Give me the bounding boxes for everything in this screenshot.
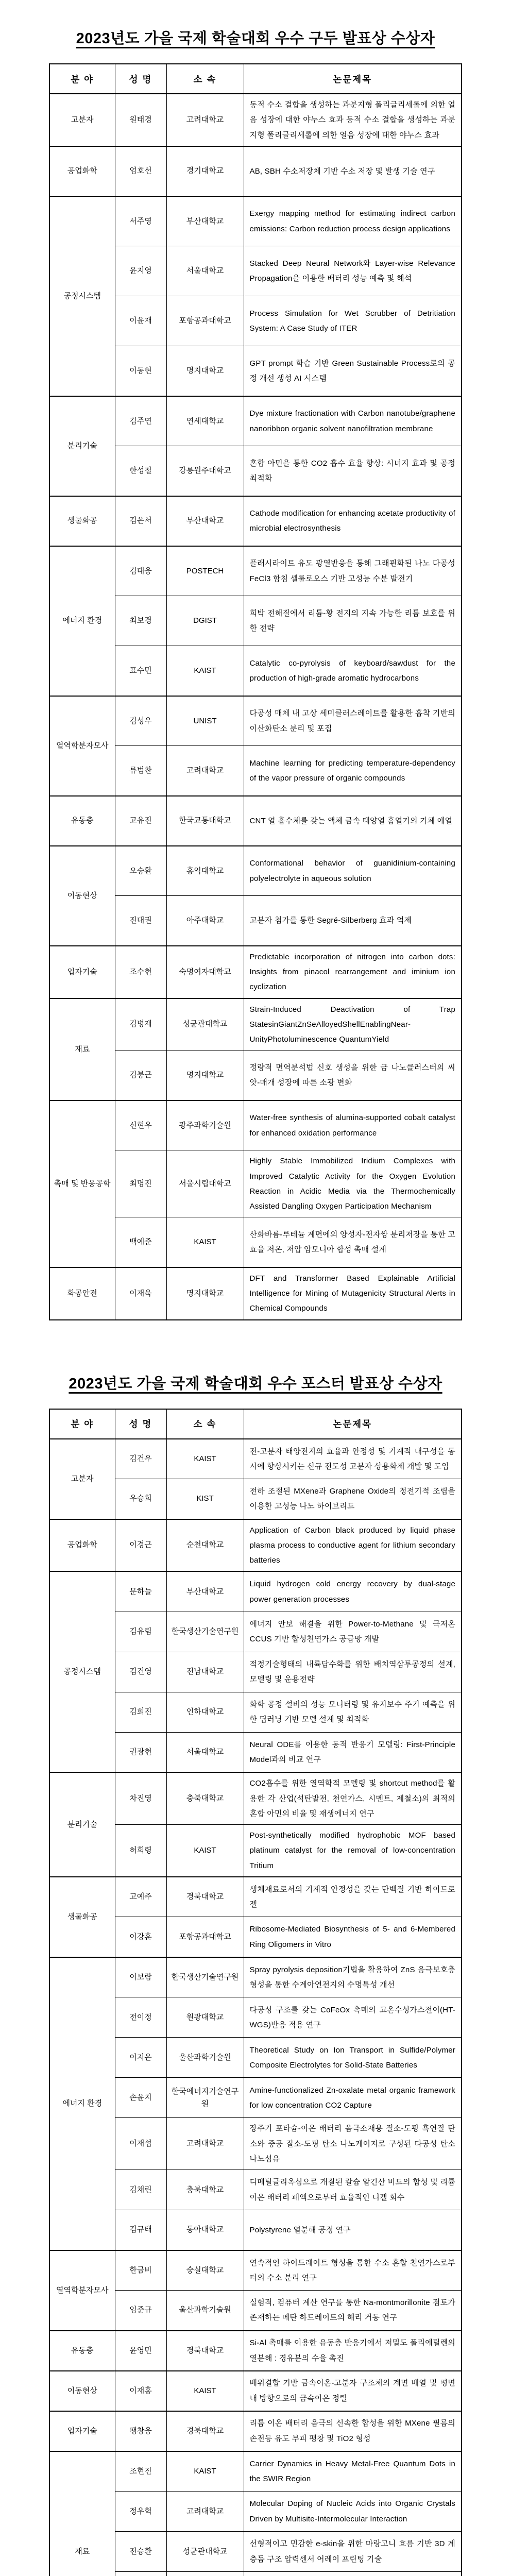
affiliation-cell: DGIST [166,596,244,646]
oral-table-header [49,64,462,94]
affiliation-cell: 연세대학교 [166,396,244,446]
paper-title-cell: Post-synthetically modified hydrophobic MOF based platinum catalyst for the removal of low-concentration Tritium [244,1825,462,1877]
paper-title-cell: 정량적 면역분석법 신호 생성을 위한 금 나노클러스터의 씨앗-매개 성장에 따른 소광 변화 [244,1050,462,1100]
name-cell [115,2572,166,2576]
paper-title-cell: Neural ODE를 이용한 동적 반응기 모델링: First-Principle Model과의 비교 연구 [244,1732,462,1772]
affiliation-cell: 충북대학교 [166,1772,244,1824]
affiliation-cell: 울산과학기술원 [166,2291,244,2331]
paper-title-cell: 동적 수소 결합을 생성하는 과분지형 폴리글리세롤에 의한 얼음 성장에 대한 야누스 효과 동적 수소 결합을 생성하는 과분지형 폴리글리세롤에 의한 얼음 성장에 대한 야누스 효과 [244,94,462,146]
name-cell: 이지은 [115,2038,166,2078]
field-cell: 공정시스템 [49,1571,115,1772]
poster-award-table [49,1409,462,2576]
column-header-0: 분 야 [49,64,115,94]
paper-title-cell: 연속적인 하이드레이트 형성을 통한 수소 혼합 천연가스로부터의 수소 분리 연구 [244,2250,462,2291]
paper-title-cell: 다공성 구조를 갖는 CoFeOx 촉매의 고온수성가스전이(HT-WGS)반응 적용 연구 [244,1997,462,2038]
paper-title-cell: Application of Carbon black produced by liquid phase plasma process to conductive agent for lithium secondary batteries [244,1519,462,1572]
field-cell: 열역학분자모사 [49,2250,115,2331]
affiliation-cell: 한국생산기술연구원 [166,1612,244,1652]
table-row [49,2331,462,2371]
paper-title-cell [244,2572,462,2576]
name-cell: 최명진 [115,1150,166,1217]
affiliation-cell: 한국교통대학교 [166,796,244,846]
affiliation-cell: 고려대학교 [166,746,244,796]
paper-title-cell: Liquid hydrogen cold energy recovery by dual-stage power generation processes [244,1571,462,1612]
name-cell: 손윤지 [115,2078,166,2118]
paper-title-cell: 산화바륨-루테늄 계면에의 양성자-전자쌍 분리저장을 통한 고효율 저온, 저압 암모니아 합성 촉매 설계 [244,1217,462,1267]
paper-title-cell: DFT and Transformer Based Explainable Artificial Intelligence for Mining of Mutagenicity Structural Alerts in Chemical Compounds [244,1267,462,1320]
affiliation-cell: 명지대학교 [166,1050,244,1100]
affiliation-cell [166,2572,244,2576]
name-cell: 최보경 [115,596,166,646]
field-cell: 고분자 [49,94,115,146]
affiliation-cell: 고려대학교 [166,2492,244,2532]
affiliation-cell: 포항공과대학교 [166,1917,244,1957]
paper-title-cell: Dye mixture fractionation with Carbon nanotube/graphene nanoribbon organic solvent nanofiltration membrane [244,396,462,446]
affiliation-cell: 성균관대학교 [166,998,244,1050]
name-cell: 우승희 [115,1479,166,1519]
name-cell: 류범찬 [115,746,166,796]
table-row [49,2411,462,2451]
paper-title-cell: Molecular Doping of Nucleic Acids into Organic Crystals Driven by Multisite-Intermolecular Interaction [244,2492,462,2532]
poster-table-header [49,1409,462,1439]
field-cell: 에너지 환경 [49,1957,115,2250]
affiliation-cell: 광주과학기술원 [166,1100,244,1150]
name-cell: 김건영 [115,1652,166,1692]
table-row [49,846,462,896]
name-cell: 이재욱 [115,1267,166,1320]
field-cell: 이동현상 [49,846,115,946]
name-cell: 이재섭 [115,2118,166,2170]
name-cell: 김규태 [115,2210,166,2250]
field-cell: 유동층 [49,796,115,846]
table-row [49,1957,462,1997]
field-cell: 분리기술 [49,396,115,496]
table-row [49,396,462,446]
name-cell: 오승환 [115,846,166,896]
name-cell: 이강훈 [115,1917,166,1957]
paper-title-cell: CNT 열 흡수체를 갖는 액체 금속 태양열 흡열기의 기체 예열 [244,796,462,846]
paper-title-cell: 적정기술형태의 내륙담수화를 위한 배치역삼투공정의 설계, 모델링 및 운용전략 [244,1652,462,1692]
name-cell: 팽창웅 [115,2411,166,2451]
name-cell: 고유진 [115,796,166,846]
name-cell: 이재홍 [115,2371,166,2411]
affiliation-cell: 경북대학교 [166,2331,244,2371]
affiliation-cell: 충북대학교 [166,2170,244,2210]
header-row [49,64,462,94]
name-cell: 김붕근 [115,1050,166,1100]
name-cell: 임준규 [115,2291,166,2331]
table-row [49,2250,462,2291]
field-cell: 재료 [49,998,115,1100]
name-cell: 신현우 [115,1100,166,1150]
affiliation-cell: KAIST [166,1825,244,1877]
name-cell: 전승환 [115,2532,166,2572]
header-row [49,1409,462,1439]
paper-title-cell: 실험적, 컴퓨터 계산 연구를 통한 Na-montmorillonite 점토가 존재하는 메탄 하드레이트의 해리 거동 연구 [244,2291,462,2331]
field-cell: 이동현상 [49,2371,115,2411]
paper-title-cell: 배위결합 기반 금속이온-고분자 구조체의 계면 배열 및 평면 내 방향으로의 금속이온 정렬 [244,2371,462,2411]
affiliation-cell: 순천대학교 [166,1519,244,1572]
name-cell: 정우혁 [115,2492,166,2532]
field-cell: 입자기술 [49,2411,115,2451]
table-row [49,1519,462,1572]
field-cell: 유동층 [49,2331,115,2371]
table-row [49,496,462,546]
affiliation-cell: POSTECH [166,546,244,596]
field-cell: 생물화공 [49,1877,115,1957]
table-row [49,94,462,146]
affiliation-cell: 부산대학교 [166,496,244,546]
affiliation-cell: 서울대학교 [166,1732,244,1772]
affiliation-cell: UNIST [166,696,244,746]
field-cell: 에너지 환경 [49,546,115,696]
name-cell: 이보람 [115,1957,166,1997]
field-cell: 열역학분자모사 [49,696,115,796]
name-cell: 엄호선 [115,146,166,196]
table-row [49,696,462,746]
name-cell: 고예주 [115,1877,166,1917]
paper-title-cell: CO2흡수를 위한 열역학적 모델링 및 shortcut method를 활용한 각 산업(석탄발전, 천연가스, 시멘트, 제철소)의 최적의 혼합 아민의 비율 및 재생에너지 연구 [244,1772,462,1824]
name-cell: 차진영 [115,1772,166,1824]
paper-title-cell: Spray pyrolysis deposition기법을 활용하여 ZnS 음극보호층 형성을 통한 수계아연전지의 수명특성 개선 [244,1957,462,1997]
affiliation-cell: KAIST [166,1217,244,1267]
paper-title-cell: Polystyrene 열분해 공정 연구 [244,2210,462,2250]
affiliation-cell: 인하대학교 [166,1692,244,1732]
affiliation-cell: 경기대학교 [166,146,244,196]
name-cell: 한금비 [115,2250,166,2291]
paper-title-cell: GPT prompt 학습 기반 Green Sustainable Process로의 공정 개선 생성 AI 시스템 [244,346,462,396]
table-row [49,1877,462,1917]
table-row [49,146,462,196]
affiliation-cell: 경북대학교 [166,1877,244,1917]
name-cell: 윤지영 [115,246,166,296]
name-cell: 이윤재 [115,296,166,346]
name-cell: 전이정 [115,1997,166,2038]
affiliation-cell: 부산대학교 [166,196,244,246]
name-cell: 서주영 [115,196,166,246]
paper-title-cell: Amine-functionalized Zn-oxalate metal organic framework for low concentration CO2 Capture [244,2078,462,2118]
name-cell: 조현진 [115,2451,166,2492]
paper-title-cell: Stacked Deep Neural Network와 Layer-wise Relevance Propagation을 이용한 배터리 성능 예측 및 해석 [244,246,462,296]
affiliation-cell: 포항공과대학교 [166,296,244,346]
name-cell: 조수현 [115,946,166,998]
oral-award-section [0,27,511,1320]
paper-title-cell: 혼합 아민을 통한 CO2 흡수 효율 향상: 시너지 효과 및 공정 최적화 [244,446,462,496]
column-header-1: 성 명 [115,64,166,94]
affiliation-cell: 숭실대학교 [166,2250,244,2291]
field-cell: 공업화학 [49,1519,115,1572]
table-row [49,796,462,846]
table-row [49,1439,462,1479]
paper-title-cell: Si-Al 촉매를 이용한 유동층 반응기에서 저밀도 폴리에틸렌의 열분해 : 경유분의 수율 촉진 [244,2331,462,2371]
name-cell: 김주연 [115,396,166,446]
name-cell: 김건우 [115,1439,166,1479]
name-cell: 표수민 [115,646,166,696]
column-header-2: 소 속 [166,1409,244,1439]
paper-title-cell: 화학 공정 설비의 성능 모니터링 및 유지보수 주기 예측을 위한 딥러닝 기반 모델 설계 및 최적화 [244,1692,462,1732]
paper-title-cell: 생체재료로서의 기계적 안정성을 갖는 단백질 기반 하이드로젤 [244,1877,462,1917]
affiliation-cell: KAIST [166,1439,244,1479]
affiliation-cell: KIST [166,1479,244,1519]
table-row [49,1772,462,1824]
name-cell: 윤영민 [115,2331,166,2371]
field-cell: 공정시스템 [49,196,115,396]
name-cell: 이경근 [115,1519,166,1572]
name-cell: 김희진 [115,1692,166,1732]
paper-title-cell: Catalytic co-pyrolysis of keyboard/sawdust for the production of high-grade aromatic hydrocarbons [244,646,462,696]
affiliation-cell: KAIST [166,646,244,696]
paper-title-cell: Ribosome-Mediated Biosynthesis of 5- and 6-Membered Ring Oligomers in Vitro [244,1917,462,1957]
paper-title-cell: Highly Stable Immobilized Iridium Complexes with Improved Catalytic Activity for the Oxygen Evolution Reaction in Acidic Media via the Thermochemically Assisted Dangling Oxygen Participation Mechanism [244,1150,462,1217]
table-row [49,546,462,596]
paper-title-cell: 플래시라이트 유도 광열반응을 통해 그래핀화된 나노 다공성 FeCl3 함침 셀룰로오스 기반 고성능 수분 발전기 [244,546,462,596]
affiliation-cell: 명지대학교 [166,346,244,396]
paper-title-cell: Carrier Dynamics in Heavy Metal-Free Quantum Dots in the SWIR Region [244,2451,462,2492]
affiliation-cell: 원광대학교 [166,1997,244,2038]
paper-title-cell: Process Simulation for Wet Scrubber of Detritiation System: A Case Study of ITER [244,296,462,346]
affiliation-cell: 강릉원주대학교 [166,446,244,496]
name-cell: 김대웅 [115,546,166,596]
paper-title-cell: AB, SBH 수소저장체 기반 수소 저장 및 발생 기술 연구 [244,146,462,196]
field-cell: 재료 [49,2451,115,2576]
name-cell: 권광현 [115,1732,166,1772]
name-cell: 진대권 [115,896,166,946]
paper-title-cell: 전-고분자 태양전지의 효율과 안정성 및 기계적 내구성을 동시에 향상시키는 신규 전도성 고분자 상용화제 개발 및 도입 [244,1439,462,1479]
affiliation-cell: 아주대학교 [166,896,244,946]
affiliation-cell: KAIST [166,2371,244,2411]
table-row [49,196,462,246]
affiliation-cell: 홍익대학교 [166,846,244,896]
column-header-0: 분 야 [49,1409,115,1439]
field-cell: 입자기술 [49,946,115,998]
table-row [49,998,462,1050]
paper-title-cell: 전하 조절된 MXene과 Graphene Oxide의 정전기적 조립을 이용한 고성능 나노 하이브리드 [244,1479,462,1519]
paper-title-cell: Cathode modification for enhancing acetate productivity of microbial electrosynthesis [244,496,462,546]
paper-title-cell: 고분자 첨가를 통한 Segré-Silberberg 효과 억제 [244,896,462,946]
paper-title-cell: 에너지 안보 해결을 위한 Power-to-Methane 및 극저온 CCUS 기반 합성천연가스 공급망 개발 [244,1612,462,1652]
affiliation-cell: 동아대학교 [166,2210,244,2250]
table-row [49,2451,462,2492]
paper-title-cell: Conformational behavior of guanidinium-containing polyelectrolyte in aqueous solution [244,846,462,896]
paper-title-cell: Predictable incorporation of nitrogen into carbon dots: Insights from pinacol rearrangement and iminium ion cyclization [244,946,462,998]
field-cell: 촉매 및 반응공학 [49,1100,115,1267]
name-cell: 한성철 [115,446,166,496]
field-cell: 고분자 [49,1439,115,1519]
paper-title-cell: Strain-Induced Deactivation of Trap StatesinGiantZnSeAlloyedShellEnablingNear-UnityPhotoluminescence QuantumYield [244,998,462,1050]
name-cell: 이동현 [115,346,166,396]
poster-table-body [49,1439,462,2576]
column-header-3: 논문제목 [244,64,462,94]
affiliation-cell: KAIST [166,2451,244,2492]
affiliation-cell: 명지대학교 [166,1267,244,1320]
field-cell: 분리기술 [49,1772,115,1877]
table-row [49,946,462,998]
field-cell: 공업화학 [49,146,115,196]
affiliation-cell: 성균관대학교 [166,2532,244,2572]
oral-award-title: 2023년도 가을 국제 학술대회 우수 구두 발표상 수상자 [42,27,469,48]
affiliation-cell: 고려대학교 [166,94,244,146]
affiliation-cell: 서울시립대학교 [166,1150,244,1217]
paper-title-cell: Water-free synthesis of alumina-supported cobalt catalyst for enhanced oxidation performance [244,1100,462,1150]
name-cell: 김성우 [115,696,166,746]
affiliation-cell: 경북대학교 [166,2411,244,2451]
paper-title-cell: Theoretical Study on Ion Transport in Sulfide/Polymer Composite Electrolytes for Solid-State Batteries [244,2038,462,2078]
affiliation-cell: 한국에너지기술연구원 [166,2078,244,2118]
affiliation-cell: 한국생산기술연구원 [166,1957,244,1997]
name-cell: 김은서 [115,496,166,546]
oral-award-table [49,63,462,1320]
affiliation-cell: 전남대학교 [166,1652,244,1692]
field-cell: 생물화공 [49,496,115,546]
name-cell: 김병재 [115,998,166,1050]
column-header-3: 논문제목 [244,1409,462,1439]
affiliation-cell: 숙명여자대학교 [166,946,244,998]
affiliation-cell: 고려대학교 [166,2118,244,2170]
column-header-1: 성 명 [115,1409,166,1439]
paper-title-cell: 리튬 이온 배터리 음극의 신속한 합성을 위한 MXene 필름의 손전등 유도 부피 팽창 및 TiO2 형성 [244,2411,462,2451]
oral-table-body [49,94,462,1320]
paper-title-cell: 디메틸글리옥심으로 개질된 칼슘 알긴산 비드의 합성 및 리튬 이온 배터리 폐액으로부터 효율적인 니켈 회수 [244,2170,462,2210]
paper-title-cell: Machine learning for predicting temperature-dependency of the vapor pressure of organic compounds [244,746,462,796]
table-row [49,1267,462,1320]
paper-title-cell: 장주기 포타슘-이온 배터리 음극소재용 질소-도핑 흑연질 탄소와 중공 질소-도핑 탄소 나노케이지로 구성된 다공성 탄소 나노섬유 [244,2118,462,2170]
table-row [49,2371,462,2411]
table-row [49,1100,462,1150]
poster-award-title: 2023년도 가을 국제 학술대회 우수 포스터 발표상 수상자 [42,1372,469,1393]
name-cell: 백예준 [115,1217,166,1267]
poster-award-section [0,1372,511,2576]
affiliation-cell: 울산과학기술원 [166,2038,244,2078]
affiliation-cell: 서울대학교 [166,246,244,296]
paper-title-cell: 희박 전해질에서 리튬-황 전지의 지속 가능한 리튬 보호를 위한 전략 [244,596,462,646]
field-cell: 화공안전 [49,1267,115,1320]
name-cell: 허희령 [115,1825,166,1877]
name-cell: 문하늘 [115,1571,166,1612]
paper-title-cell: Exergy mapping method for estimating indirect carbon emissions: Carbon reduction process design applications [244,196,462,246]
affiliation-cell: 부산대학교 [166,1571,244,1612]
paper-title-cell: 다공성 매체 내 고상 세미클러스레이트를 활용한 흡착 기반의 이산화탄소 분리 및 포집 [244,696,462,746]
column-header-2: 소 속 [166,64,244,94]
name-cell: 원태경 [115,94,166,146]
name-cell: 김채린 [115,2170,166,2210]
table-row [49,1571,462,1612]
name-cell: 김유림 [115,1612,166,1652]
paper-title-cell: 선형적이고 민감한 e-skin을 위한 마랑고니 흐름 기반 3D 계층돔 구조 압력센서 어레이 프린팅 기술 [244,2532,462,2572]
